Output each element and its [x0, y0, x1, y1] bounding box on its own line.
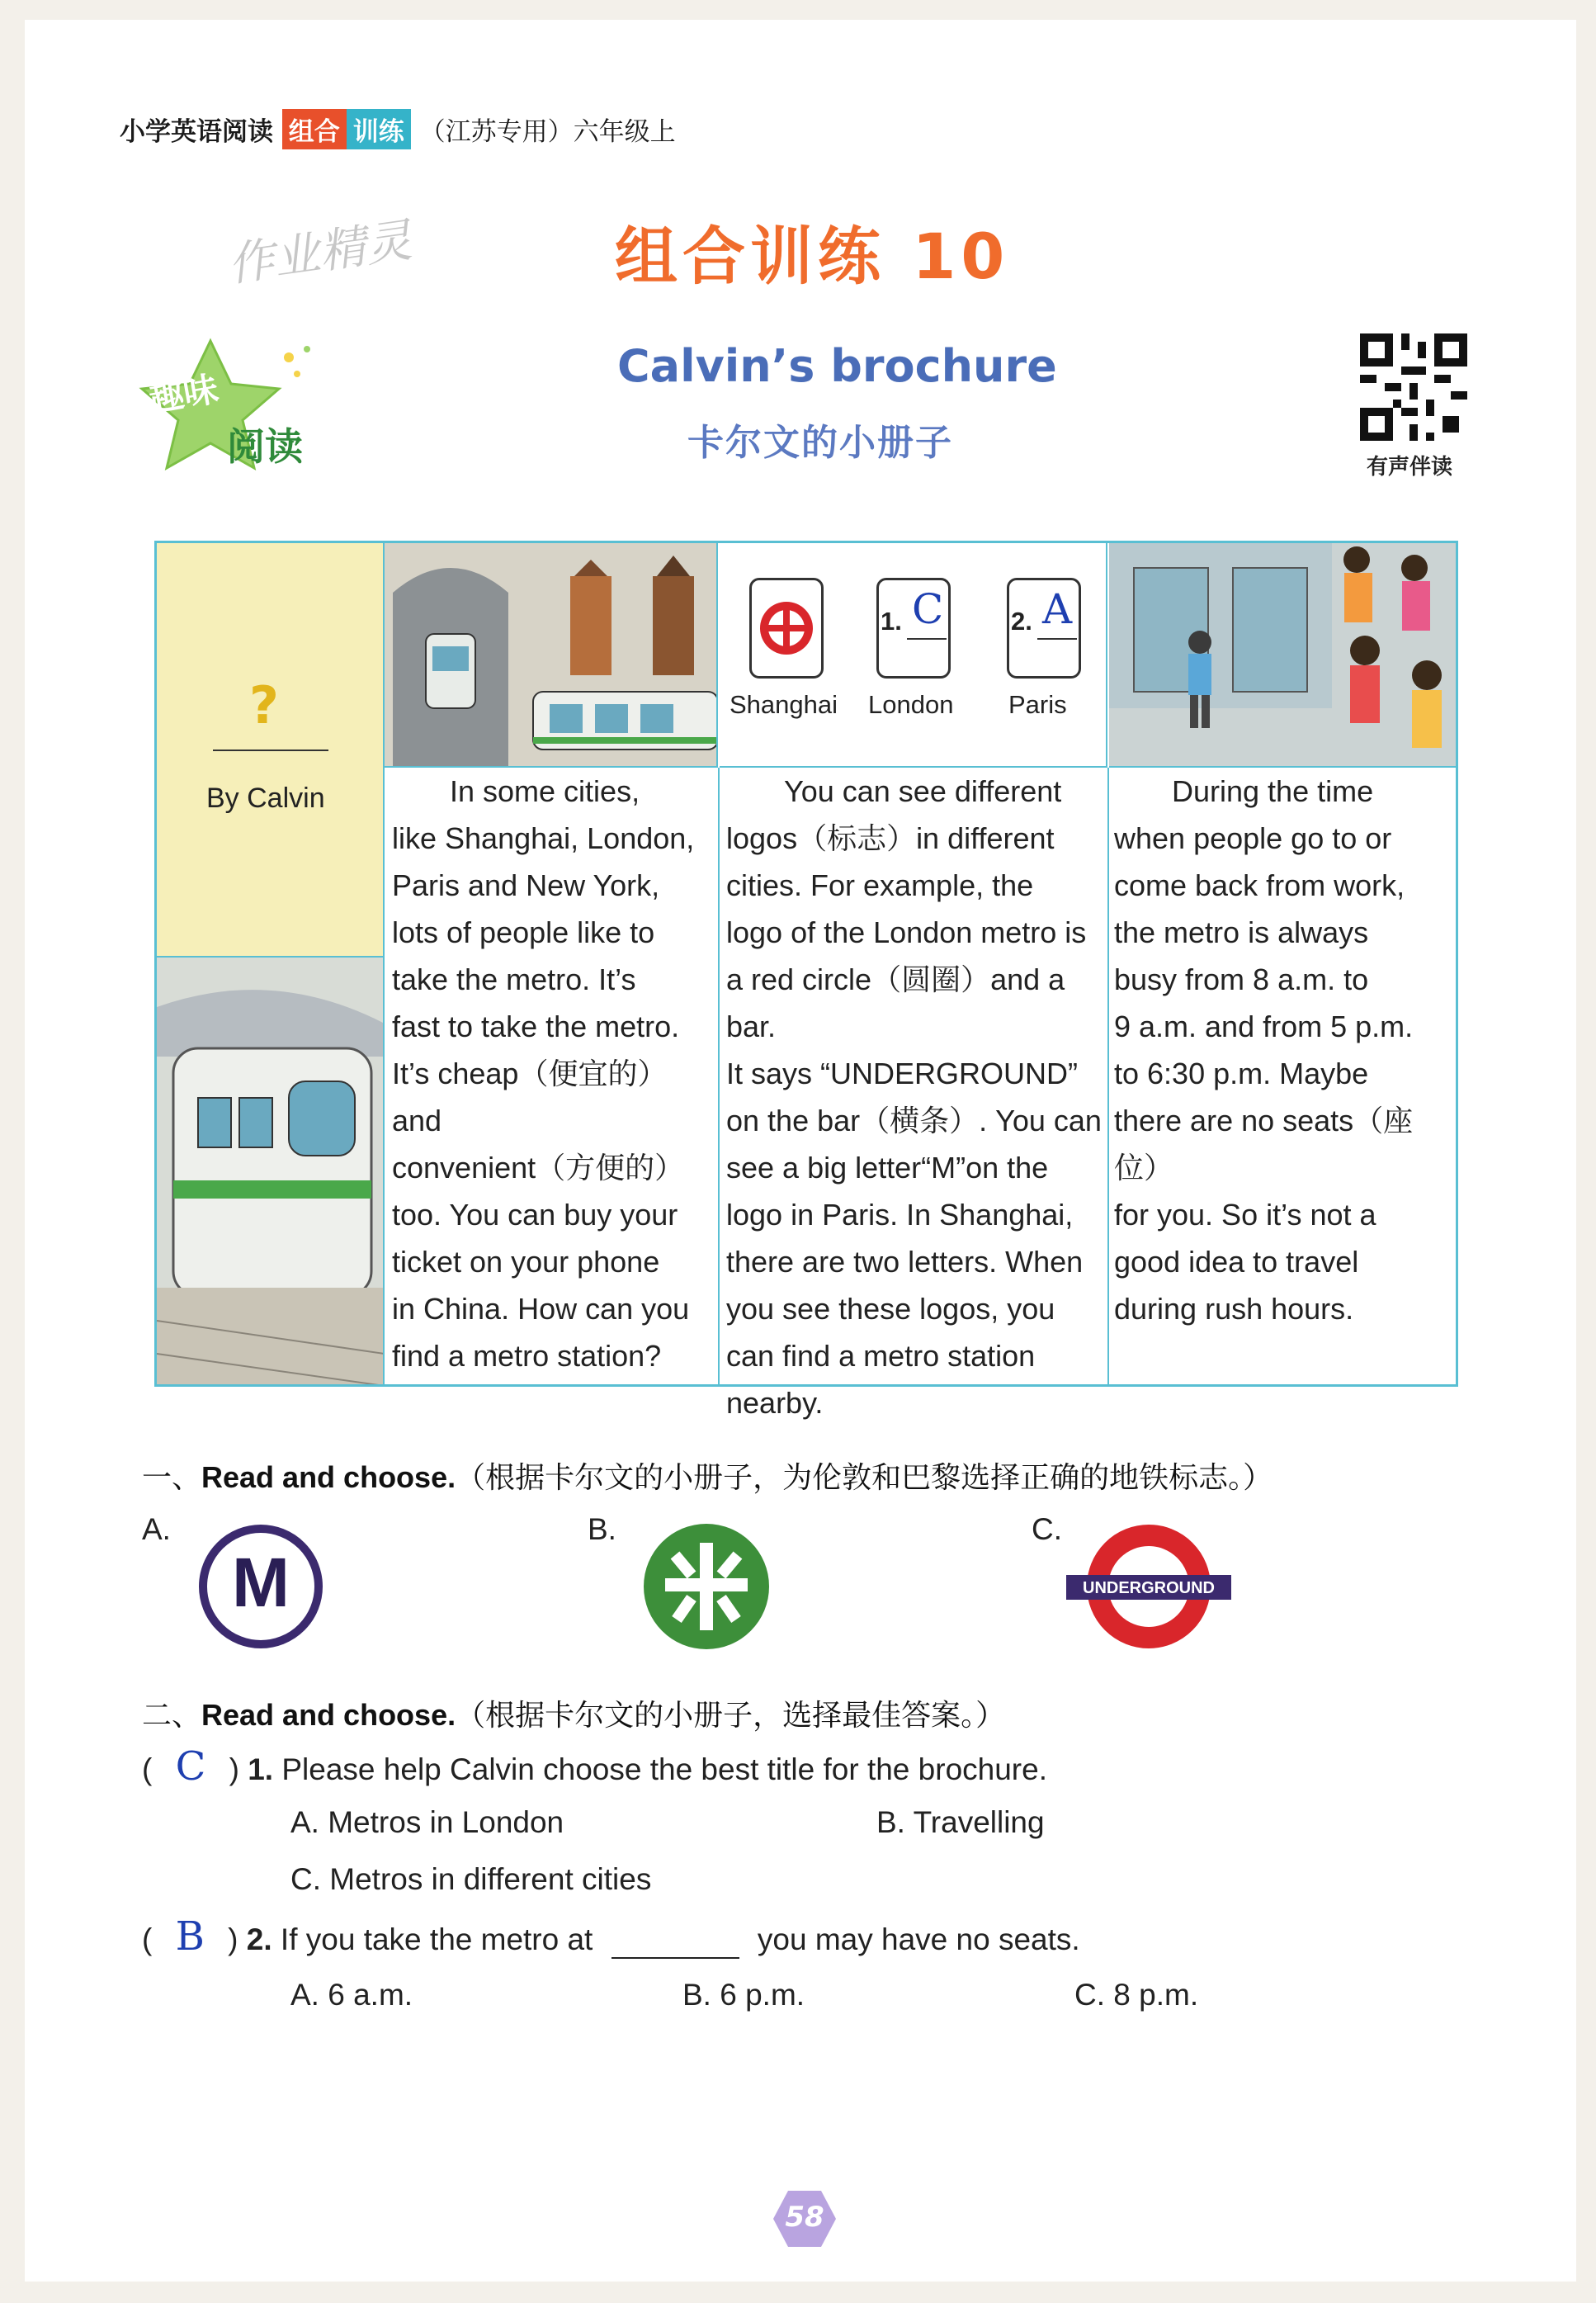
col3-line: during rush hours. [1114, 1292, 1354, 1326]
col1-line: like Shanghai, London, [392, 821, 695, 855]
london-logo-box [876, 578, 951, 679]
byline: By Calvin [206, 783, 325, 814]
question2 [142, 1913, 1080, 1960]
question1-option-b[interactable]: B. Travelling [876, 1805, 1045, 1839]
column-divider [1107, 768, 1109, 1384]
question1-option-a[interactable]: A. Metros in London [290, 1805, 564, 1839]
cover-cell [157, 543, 385, 956]
col1-line: in China. How can you [392, 1292, 690, 1326]
col3-line: During the time [1172, 774, 1374, 808]
question2-option-b[interactable]: B. 6 p.m. [682, 1978, 805, 2012]
col1-line: take the metro. It’s [392, 962, 636, 996]
section2-number: 二、 [142, 1698, 202, 1732]
col2-line: logo of the London metro is [726, 915, 1087, 949]
brochure-panel [154, 541, 1458, 1420]
paris-answer-line [1037, 638, 1077, 640]
station-pagoda-icon [385, 543, 718, 768]
shanghai-label: Shanghai [730, 690, 838, 719]
col2-line: you see these logos, you [726, 1292, 1055, 1326]
col2-line: there are two letters. When [726, 1245, 1084, 1279]
question1-number: 1. [248, 1752, 274, 1786]
book-header [120, 109, 676, 149]
paris-number: 2. [1011, 607, 1032, 636]
section1-number: 一、 [142, 1460, 202, 1494]
col2-line: on the bar（横条）. You can [726, 1104, 1102, 1137]
col3-line: come back from work, [1114, 868, 1405, 902]
question2-answer[interactable]: B [175, 1913, 205, 1960]
paris-m-glyph: M [232, 1544, 290, 1621]
workbook-page [25, 20, 1576, 2282]
col3-line: good idea to travel [1114, 1245, 1359, 1279]
paris-logo-box [1007, 578, 1081, 679]
col3-line: busy from 8 a.m. to [1114, 962, 1369, 996]
london-answer: C [912, 585, 944, 633]
crowded-platform-icon [1109, 543, 1456, 768]
metro-train-icon [157, 958, 385, 1384]
shanghai-logo-box [749, 578, 824, 679]
shanghai-metro-green-logo-icon [642, 1522, 771, 1651]
section1-title: Read and choose. [201, 1460, 456, 1494]
col3-line: the metro is always [1114, 915, 1369, 949]
option-c-letter: C. [1032, 1512, 1062, 1546]
col2-line: see a big letter“M”on the [726, 1151, 1049, 1185]
column-divider [718, 768, 720, 1384]
london-answer-line [907, 638, 947, 640]
london-label: London [868, 690, 954, 719]
column2-text [726, 768, 1106, 1426]
station-illustration [385, 543, 718, 768]
question2-text-after: you may have no seats. [757, 1922, 1080, 1956]
option-a-letter: A. [142, 1512, 171, 1546]
shanghai-metro-logo-icon [752, 580, 821, 676]
badge-line2: 阅读 [227, 424, 303, 469]
title-blank-line [213, 750, 328, 751]
question2-option-a[interactable]: A. 6 a.m. [290, 1978, 413, 2012]
paris-answer: A [1042, 585, 1073, 633]
question2-text-before: If you take the metro at [280, 1922, 593, 1956]
question2-option-c[interactable]: C. 8 p.m. [1074, 1978, 1199, 2012]
fun-reading-badge [132, 334, 338, 483]
col2-line: nearby. [726, 1386, 824, 1420]
col1-line: lots of people like to [392, 915, 655, 949]
option-b-letter: B. [588, 1512, 616, 1546]
qr-code-icon [1360, 333, 1467, 441]
paris-m-logo-icon [196, 1522, 325, 1651]
section1-instruction: （根据卡尔文的小册子，为伦敦和巴黎选择正确的地铁标志。） [456, 1460, 1273, 1494]
col2-line: logo in Paris. In Shanghai, [726, 1198, 1074, 1232]
tag-combo: 组合 [282, 109, 347, 149]
option-c-logo[interactable] [1066, 1522, 1231, 1654]
option-b-logo[interactable] [642, 1522, 771, 1654]
col2-line: cities. For example, the [726, 868, 1034, 902]
watermark: 作业精灵 [224, 213, 416, 293]
col1-line: fast to take the metro. [392, 1010, 680, 1043]
col2-line: can find a metro station [726, 1339, 1036, 1373]
london-underground-logo-icon [1066, 1522, 1231, 1651]
page-number-badge [772, 2189, 838, 2249]
col2-line: It says “UNDERGROUND” [726, 1057, 1079, 1090]
col1-line: Paris and New York, [392, 868, 660, 902]
lesson-title: 组合训练 10 [615, 220, 1010, 293]
brochure-title: Calvin’s brochure [617, 340, 1057, 392]
logo-strip [720, 543, 1107, 768]
col3-line: to 6:30 p.m. Maybe [1114, 1057, 1369, 1090]
paris-label: Paris [1008, 690, 1067, 719]
answer-bracket-open: ( [142, 1752, 153, 1786]
col1-line: too. You can buy your [392, 1198, 678, 1232]
underground-bar-text: UNDERGROUND [1083, 1579, 1215, 1597]
qr-code[interactable] [1360, 333, 1467, 441]
section2-heading [142, 1692, 1005, 1734]
question-mark: ? [249, 675, 279, 735]
book-title-suffix: （江苏专用）六年级上 [419, 117, 676, 147]
answer-bracket-close: ) [229, 1752, 239, 1786]
col1-line: In some cities, [450, 774, 640, 808]
tag-training: 训练 [347, 109, 411, 149]
question2-blank[interactable] [611, 1922, 739, 1959]
col3-line: when people go to or [1114, 821, 1392, 855]
question1-text: Please help Calvin choose the best title for the brochure. [281, 1752, 1047, 1786]
section2-instruction: （根据卡尔文的小册子，选择最佳答案。） [456, 1698, 1006, 1732]
answer-bracket-open: ( [142, 1922, 153, 1956]
col3-line: for you. So it’s not a [1114, 1198, 1376, 1232]
crowd-illustration [1109, 543, 1456, 768]
col2-line: a red circle（圆圈）and a bar. [726, 962, 1065, 1043]
col2-line: You can see different [784, 774, 1062, 808]
badge-line1: 趣味 [145, 368, 222, 420]
answer-bracket-close: ) [228, 1922, 238, 1956]
section1-heading [142, 1454, 1273, 1497]
question1-answer[interactable]: C [175, 1743, 206, 1790]
col3-line: there are no seats（座位） [1114, 1104, 1414, 1185]
book-title-prefix: 小学英语阅读 [120, 117, 273, 147]
question2-number: 2. [246, 1922, 272, 1956]
london-number: 1. [881, 607, 902, 636]
column1-text [392, 768, 715, 1379]
col1-line: convenient（方便的） [392, 1151, 685, 1185]
col3-line: 9 a.m. and from 5 p.m. [1114, 1010, 1414, 1043]
qr-label: 有声伴读 [1367, 455, 1453, 480]
column3-text [1114, 768, 1454, 1332]
question1-option-c[interactable]: C. Metros in different cities [290, 1862, 652, 1896]
col1-line: ticket on your phone [392, 1245, 660, 1279]
option-a-logo[interactable] [196, 1522, 325, 1654]
col1-line: find a metro station? [392, 1339, 662, 1373]
brochure-subtitle: 卡尔文的小册子 [687, 422, 953, 464]
section2-title: Read and choose. [201, 1698, 456, 1732]
col1-line: It’s cheap（便宜的）and [392, 1057, 668, 1137]
col2-line: logos（标志）in different [726, 821, 1055, 855]
page-number: 58 [785, 2201, 824, 2234]
train-illustration-left [157, 956, 385, 1384]
question1 [142, 1743, 1047, 1790]
